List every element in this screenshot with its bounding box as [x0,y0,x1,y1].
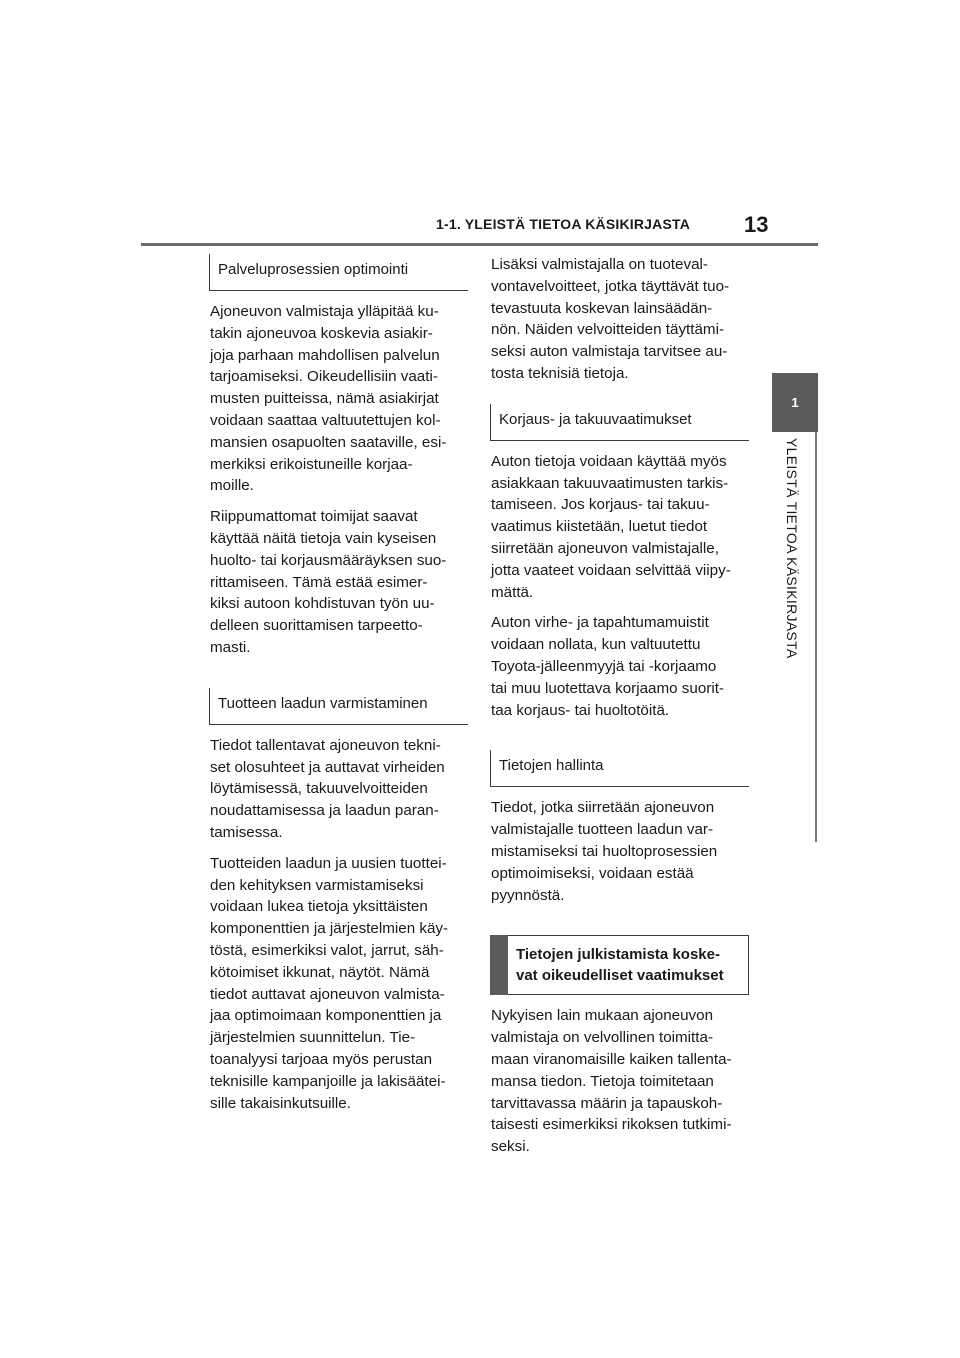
section-heading-data-management: Tietojen hallinta [490,750,749,787]
section-heading-legal-requirements [490,935,749,995]
right-column [491,254,749,1167]
paragraph: Auton virhe- ja tapahtumamuistit voidaan nollata, kun valtuutettu Toyota-jälleenmyyjä tai -korjaamo tai muu luotettava korjaamo suorit- taa korjaus- tai huoltotöitä. [491,614,724,719]
paragraph: Auton tietoja voidaan käyttää myös asiakkaan takuuvaatimusten tarkis- tamiseen. Jos korjaus- tai takuu- vaatimus kiistetään, luetut tiedot siirretään ajoneuvon valmistajalle, jotta vaateet voidaan selvittää viipy- mättä. [491,452,731,601]
chapter-tab [772,373,818,432]
paragraph: Riippumattomat toimijat saavat käyttää näitä tietoja vain kyseisen huolto- tai korjausmääräyksen suo- rittamiseen. Tämä estää esimer- kiksi autoon kohdistuvan työn uu- delleen suorittamisen tarpeetto- masti. [210,508,447,656]
paragraph: Lisäksi valmistajalla on tuoteval- vontavelvoitteet, jotka täyttävät tuo- tevastuuta koskevan lainsäädän- nön. Näiden velvoitteiden täyttämi- seksi auton valmistaja tarvitsee au- tosta teknisiä tietoja. [491,256,730,382]
section-heading-legal-text: Tietojen julkistamista koske- vat oikeudelliset vaatimukset [516,946,724,985]
paragraph: Ajoneuvon valmistaja ylläpitää ku- takin ajoneuvoa koskevia asiakir- joja parhaan mahdollisen palvelun tarjoamiseksi. Oikeudellisiin vaati- musten puitteissa, nämä asiakirjat voidaan saattaa valtuutettujen kol- mansien osapuolten saataville, esi- merkiksi erikoistuneille korjaa- moille. [210,303,447,495]
heading-marker-bar [490,935,508,995]
paragraph: Tiedot, jotka siirretään ajoneuvon valmistajalle tuotteen laadun var- mistamiseksi tai huoltoprosessien optimoimiseksi, voidaan estää pyynnöstä. [491,799,718,904]
page-number: 13 [744,212,769,237]
section-heading-warranty: Korjaus- ja takuuvaatimukset [490,404,749,441]
section-header-title: 1-1. YLEISTÄ TIETOA KÄSIKIRJASTA [436,216,691,232]
section-heading-service: Palveluprosessien optimointi [209,254,468,291]
paragraph: Tuotteiden laadun ja uusien tuottei- den kehityksen varmistamiseksi voidaan lukea tietoja yksittäisten komponenttien ja järjestelmien käy- töstä, esimerkiksi valot, jarrut, säh- kötoimiset ikkunat, näytöt. Nämä tiedot auttavat ajoneuvon valmista- jaa optimoimaan komponenttien ja järjestelmien suunnittelun. Tie- toanalyysi tarjoaa myös perustan teknisille kampanjoille ja lakisäätei- sille takaisinkutsuille. [210,854,449,1112]
left-column [210,254,468,1123]
chapter-side-title: YLEISTÄ TIETOA KÄSIKIRJASTA [784,438,800,659]
section-heading-quality: Tuotteen laadun varmistaminen [209,688,468,725]
paragraph: Nykyisen lain mukaan ajoneuvon valmistaja on velvollinen toimitta- maan viranomaisille kaiken tallenta- mansa tiedon. Tietoja toimitetaan tarvittavassa määrin ja tapauskoh- taisesti esimerkiksi rikoksen tutkimi- seksi. [491,1007,732,1156]
chapter-number: 1 [791,395,799,410]
chapter-side-rule [815,432,817,842]
header-divider [141,243,818,246]
paragraph: Tiedot tallentavat ajoneuvon tekni- set olosuhteet ja auttavat virheiden löytämisessä, takuuvelvoitteiden noudattamisessa ja laadun paran- tamisessa. [210,736,445,841]
